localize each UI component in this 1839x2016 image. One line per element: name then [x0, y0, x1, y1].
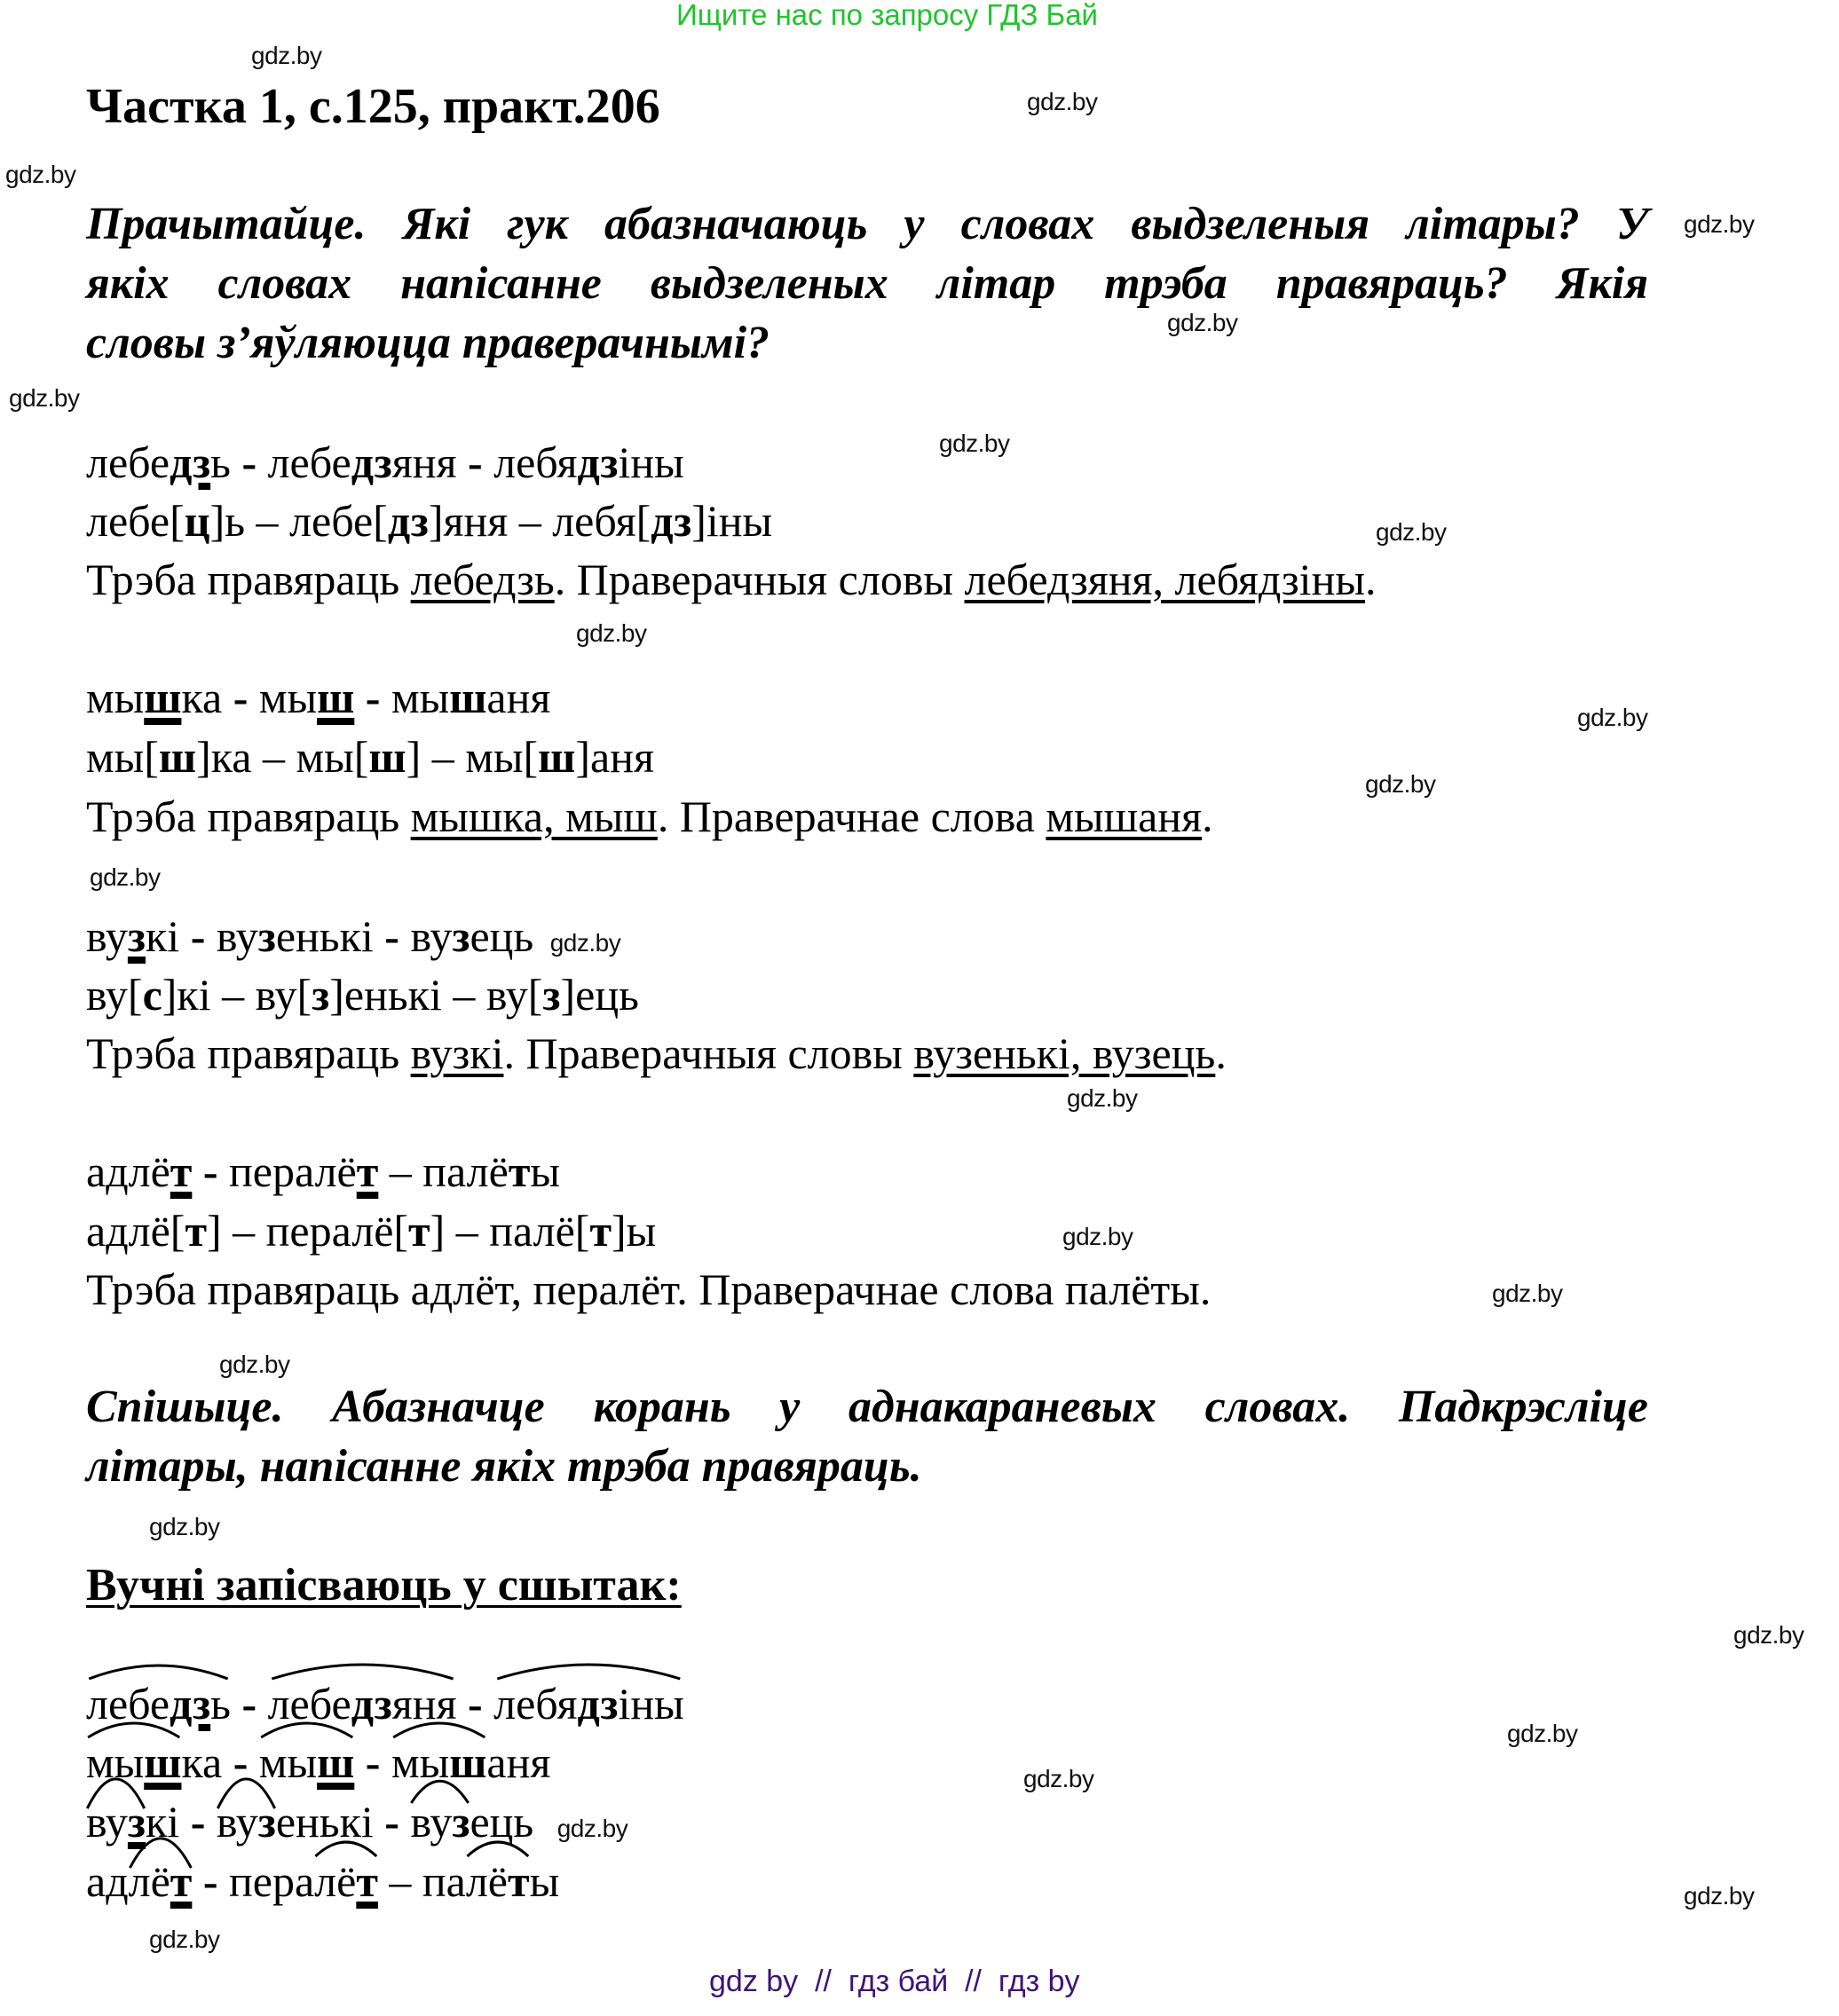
watermark: gdz.by	[1684, 1882, 1755, 1910]
watermark: gdz.by	[1376, 518, 1447, 546]
root-arc-icon	[493, 1658, 684, 1681]
conclusion-row: Трэба правяраць лебедзь. Праверачныя словы лебедзяня, лебядзіны.	[86, 555, 1377, 604]
root-arc-icon	[86, 1716, 181, 1739]
word-row: вузкі - вузенькі - вузець gdz.by	[86, 911, 621, 961]
conclusion-row: Трэба правяраць вузкі. Праверачныя словы вузенькі, вузець.	[86, 1028, 1227, 1078]
watermark: gdz.by	[549, 929, 621, 957]
word-with-root: лёт	[129, 1855, 193, 1908]
task-instruction-2-line-2: літары, напісанне якіх трэба правяраць.	[86, 1441, 922, 1492]
watermark: gdz.by	[1577, 704, 1648, 731]
watermark: gdz.by	[1067, 1084, 1138, 1112]
watermark: gdz.by	[576, 619, 647, 647]
watermark: gdz.by	[9, 384, 80, 412]
watermark: gdz.by	[1492, 1280, 1563, 1307]
watermark: gdz.by	[939, 429, 1010, 457]
watermark: gdz.by	[1062, 1223, 1133, 1250]
root-arc-icon	[86, 1767, 146, 1799]
word-with-root: лёт	[314, 1855, 378, 1908]
word-with-root: вуз	[86, 1795, 146, 1848]
root-arc-icon	[217, 1767, 276, 1799]
watermark: gdz.by	[1507, 1720, 1578, 1747]
word-row: адлёт - пералёт – палёты	[86, 1146, 560, 1196]
footer-links[interactable]: gdz by // гдз бай // гдз by	[709, 1965, 1080, 1998]
watermark: gdz.by	[149, 1925, 220, 1953]
word-with-root: мыш	[259, 1736, 354, 1789]
root-arc-icon	[314, 1835, 378, 1858]
watermark: gdz.by	[149, 1513, 220, 1540]
page-title: Частка 1, с.125, практ.206	[86, 79, 660, 134]
word-with-root: вуз	[410, 1795, 470, 1848]
conclusion-row: Трэба правяраць мышка, мыш. Праверачнае слова мышаня.	[86, 791, 1213, 841]
promo-banner[interactable]: Ищите нас по запросу ГДЗ Бай	[676, 0, 1098, 31]
watermark: gdz.by	[1684, 210, 1755, 238]
notebook-line: вузкі - вузенькі - вузець gdz.by	[86, 1795, 627, 1855]
root-arc-icon	[259, 1716, 354, 1739]
word-with-root: мыш	[391, 1736, 486, 1789]
transcription-row: ву[с]кі – ву[з]енькі – ву[з]ець	[86, 970, 639, 1020]
task-instruction-2-line-1: Спішыце. Абазначце корань у аднакараневых словах. Падкрэсліце	[86, 1382, 1648, 1432]
word-with-root: лебедзь	[86, 1677, 231, 1730]
watermark: gdz.by	[90, 863, 161, 891]
transcription-row: адлё[т] – пералё[т] – палё[т]ы	[86, 1206, 657, 1256]
root-arc-icon	[86, 1658, 231, 1681]
watermark: gdz.by	[251, 42, 322, 69]
watermark: gdz.by	[1027, 88, 1098, 115]
conclusion-row: Трэба правяраць адлёт, пералёт. Праверачнае слова палёты.	[86, 1264, 1212, 1314]
word-row: мышка - мыш - мышаня	[86, 673, 551, 722]
notebook-line: ад лёт - пера лёт – па лёты	[86, 1855, 559, 1908]
task-instruction-1-line-2: якіх словах напісанне выдзеленых літар трэба правяраць? Якія	[86, 258, 1648, 309]
watermark: gdz.by	[5, 161, 76, 188]
root-arc-icon	[410, 1770, 470, 1799]
word-with-root: лебедзяня	[268, 1677, 457, 1730]
watermark: gdz.by	[556, 1815, 628, 1842]
transcription-row: лебе[ц]ь – лебе[дз]яня – лебя[дз]іны	[86, 496, 773, 546]
word-with-root: лёт	[466, 1855, 530, 1908]
transcription-row: мы[ш]ка – мы[ш] – мы[ш]аня	[86, 732, 654, 782]
task-instruction-1-line-3: словы з’яўляюцца праверачнымі?	[86, 318, 770, 368]
notebook-heading: Вучні запісваюць у сшытак:	[86, 1560, 682, 1610]
root-arc-icon	[268, 1658, 457, 1681]
watermark: gdz.by	[1733, 1621, 1804, 1649]
word-row: лебедзь - лебедзяня - лебядзіны	[86, 437, 684, 487]
watermark: gdz.by	[1365, 770, 1436, 798]
root-arc-icon	[466, 1835, 530, 1858]
word-with-root: лебядзіны	[493, 1677, 684, 1730]
watermark: gdz.by	[219, 1351, 290, 1378]
watermark: gdz.by	[1167, 309, 1238, 336]
task-instruction-1-line-1: Прачытайце. Які гук абазначаюць у словах выдзеленыя літары? У	[86, 199, 1648, 249]
notebook-line: лебедзь - лебедзяня - лебядзіны	[86, 1677, 684, 1730]
notebook-line: мышка - мыш - мышаня	[86, 1736, 550, 1789]
word-with-root: вуз	[217, 1795, 276, 1848]
root-arc-icon	[391, 1716, 486, 1739]
word-with-root: мыш	[86, 1736, 181, 1789]
root-arc-icon	[129, 1826, 193, 1858]
watermark: gdz.by	[1023, 1765, 1094, 1792]
